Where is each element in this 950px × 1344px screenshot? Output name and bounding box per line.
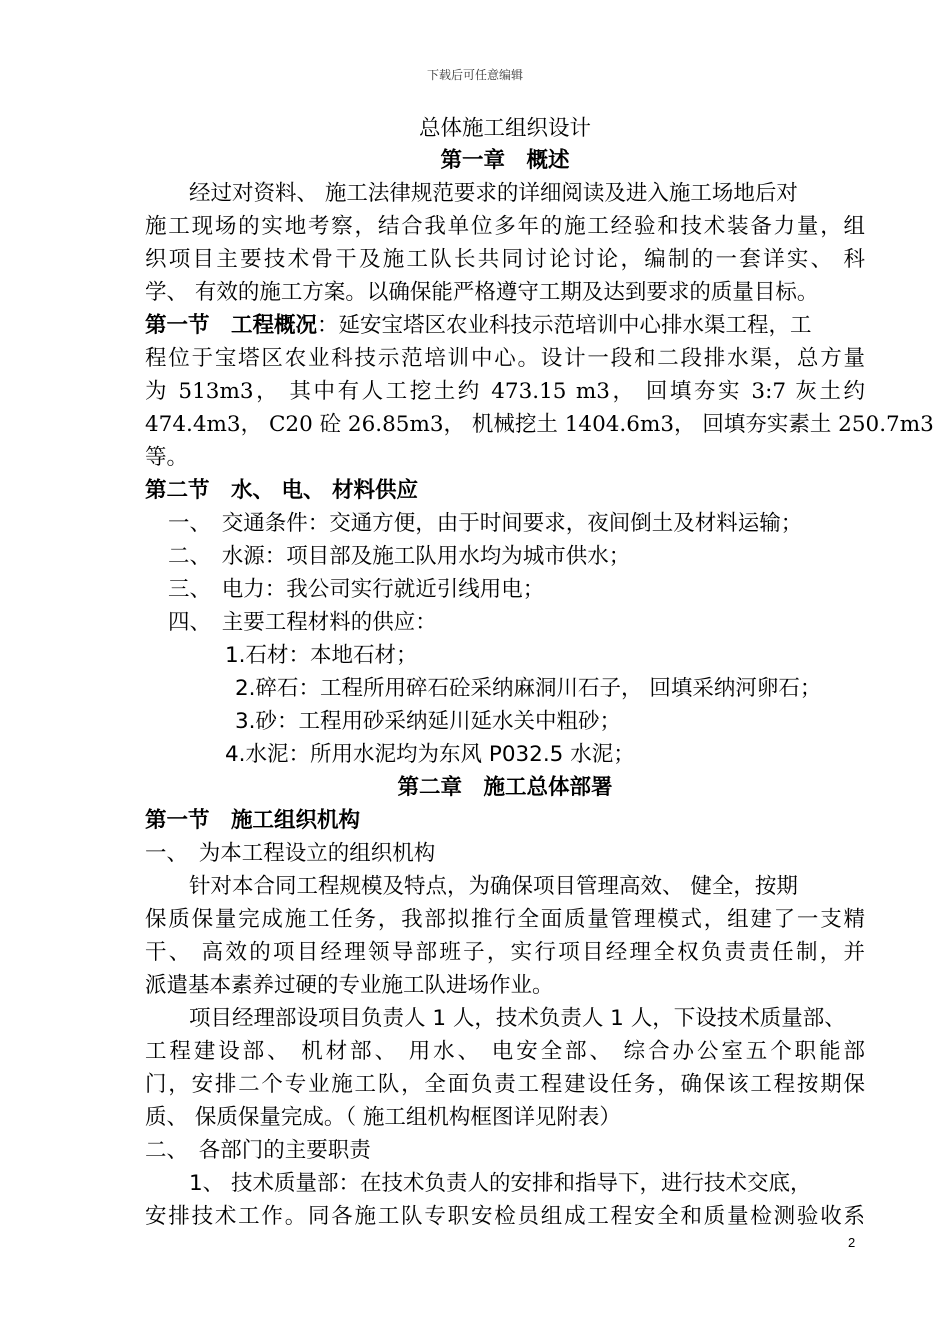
paragraph-line: 派遣基本素养过硬的专业施工队进场作业。 [145, 973, 554, 998]
paragraph-line: 质、 保质保量完成。（ 施工组机构框图详见附表） [145, 1105, 621, 1130]
paragraph-line: 1、 技术质量部：在技术负责人的安排和指导下，进行技术交底， [189, 1171, 812, 1196]
material-item: 4.水泥：所用水泥均为东风 P032.5 水泥； [225, 742, 635, 767]
paragraph-line: 学、 有效的施工方案。以确保能严格遵守工期及达到要求的质量目标。 [145, 280, 819, 305]
paragraph-line: 为 513m3， 其中有人工挖土约 473.15 m3， 回填夯实 3:7 灰土约 [145, 379, 865, 404]
material-item: 1.石材：本地石材； [225, 643, 418, 668]
paragraph-line: 门，安排二个专业施工队，全面负责工程建设任务，确保该工程按期保 [145, 1072, 865, 1097]
section-2-heading: 第二节 水、 电、 材料供应 [145, 478, 418, 503]
paragraph-line: 安排技术工作。同各施工队专职安检员组成工程安全和质量检测验收系 [145, 1204, 865, 1229]
paragraph-line: 施工现场的实地考察，结合我单位多年的施工经验和技术装备力量，组 [145, 214, 865, 239]
chapter-2-section-1-heading: 第一节 施工组织机构 [145, 808, 361, 833]
section-1-line [145, 309, 865, 342]
section-1-text: ：延安宝塔区农业科技示范培训中心排水渠工程，工 [317, 313, 812, 338]
paragraph-line: 经过对资料、 施工法律规范要求的详细阅读及进入施工场地后对 [189, 181, 798, 206]
page-number: 2 [848, 1235, 856, 1250]
material-item: 2.碎石：工程所用碎石砼采纳麻洞川石子， 回填采纳河卵石； [235, 676, 822, 701]
chapter-1-heading: 第一章 概述 [440, 148, 570, 173]
paragraph-line: 程位于宝塔区农业科技示范培训中心。设计一段和二段排水渠，总方量 [145, 346, 865, 371]
subsection-heading: 二、 各部门的主要职责 [145, 1138, 371, 1163]
subsection-heading: 一、 为本工程设立的组织机构 [145, 841, 436, 866]
document-title: 总体施工组织设计 [418, 116, 591, 141]
paragraph-line: 保质保量完成施工任务，我部拟推行全面质量管理模式，组建了一支精 [145, 907, 865, 932]
paragraph-line: 工程建设部、 机材部、 用水、 电安全部、 综合办公室五个职能部 [145, 1039, 865, 1064]
section-1-heading: 第一节 工程概况 [145, 313, 318, 338]
paragraph-line: 等。 [145, 445, 189, 470]
paragraph-line: 针对本合同工程规模及特点，为确保项目管理高效、 健全，按期 [189, 874, 798, 899]
paragraph-line: 474.4m3， C20 砼 26.85m3， 机械挖土 1404.6m3， 回填夯实素土 250.7m3 [145, 412, 934, 437]
paragraph-line: 干、 高效的项目经理领导部班子，实行项目经理全权负责责任制，并 [145, 940, 865, 965]
chapter-2-heading: 第二章 施工总体部署 [397, 775, 613, 800]
list-item: 二、 水源：项目部及施工队用水均为城市供水； [168, 544, 631, 569]
list-item: 一、 交通条件：交通方便，由于时间要求，夜间倒土及材料运输； [168, 511, 803, 536]
page-header: 下载后可任意编辑 [426, 68, 523, 82]
list-item: 三、 电力：我公司实行就近引线用电； [168, 577, 545, 602]
list-item: 四、 主要工程材料的供应： [168, 610, 437, 635]
paragraph-line: 织项目主要技术骨干及施工队长共同讨论讨论，编制的一套详实、 科 [145, 247, 865, 272]
paragraph-line: 项目经理部设项目负责人 1 人，技术负责人 1 人，下设技术质量部、 [189, 1006, 846, 1031]
material-item: 3.砂：工程用砂采纳延川延水关中粗砂； [235, 709, 622, 734]
